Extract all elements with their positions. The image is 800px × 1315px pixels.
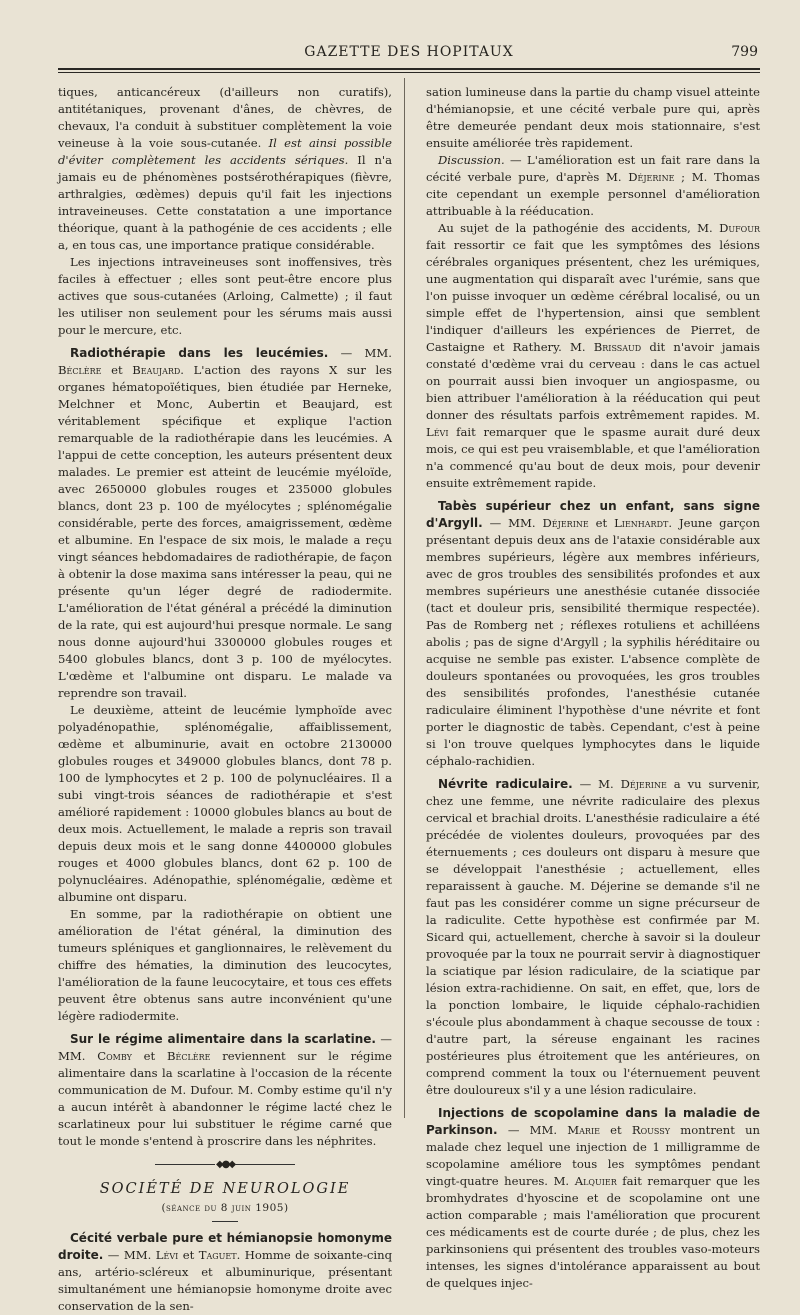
society-title: SOCIÉTÉ DE NEUROLOGIE bbox=[99, 1181, 351, 1197]
section-separator: ◆●◆ bbox=[58, 1156, 392, 1173]
section-nevrite: Névrite radiculaire. — M. Déjerine a vu survenir, chez une femme, une névrite radiculaire des plexus cervical et brachial droits. L'anesthésie radiculaire a été précédée de violentes douleurs, provoquées par des éternuements ; ces douleurs ont disparu à mesure que se développait l'anesthésie ; actuellement, elles reparaissent à gauche. M. Déjerine se demande s'il ne faut pas les considérer comme un signe précurseur de la radiculite. Cette hypothèse est confirmée par M. Sicard qui, actuellement, cherche à savoir si la douleur provoquée par la toux ne pourrait servir à diagnostiquer la sciatique par lésion radiculaire, de la sciatique par lésion extra-rachidienne. On sait, en effet, que, lors de la ponction lombaire, le liquide céphalo-rachidien s'écoule plus abondamment à chaque secousse de toux : d'autre part, la séreuse engainant les racines postérieures plus étroitement que les antérieures, on comprend comment la toux ou l'éternuement peuvent être douloureux s'il y a une lésion radiculaire. bbox=[426, 777, 761, 1097]
paragraph: Au sujet de la pathogénie des accidents, M. Dufour fait ressortir ce fait que les symptômes des lésions cérébrales organiques présentent, chez les urémiques, une augmentation qui disparaît avec l'urémie, sans que l'on puisse invoquer un œdème cérébral localisé, ou un simple effet de l'hypertension, ainsi que semblent l'indiquer d'ailleurs les expériences de Pierret, de Castaigne et Rathery. M. Brissaud dit n'avoir jamais constaté d'œdème vrai du cerveau : dans le cas actuel on pourrait aussi bien invoquer un angiospasme, ou bien attribuer l'amélioration à la rééducation qui peut donner des résultats parfois extrêmement rapides. M. Lévi fait remarquer que le spasme aurait duré deux mois, ce qui est peu vraisemblable, et que l'amélioration n'a commencé qu'au bout de deux mois, pour devenir ensuite extrêmement rapide. bbox=[426, 221, 760, 490]
section-radiotherapie: Radiothérapie dans les leucémies. — MM. Béclère et Beaujard. L'action des rayons X sur les organes hématopoïétiques, bien étudiée par Herneke, Melchner et Monc, Aubertin et Beaujard, est véritablement spécifique et explique l'action remarquable de la radiothérapie dans les leucémies. A l'appui de cette conception, les auteurs présentent deux malades. Le premier est atteint de leucémie myéloïde, avec 2650000 globules rouges et 235000 globules blancs, dont 23 p. 100 de myélocytes ; splénomégalie considérable, perte des forces, amaigrissement, œdème et albumine. En l'espace de six mois, le malade a reçu vingt séances hebdomadaires de radiothérapie, de façon à obtenir la dose maxima sans intéresser la peau, qui ne présente qu'un léger degré de radiodermite. L'amélioration de l'état général a précédé la diminution de la rate, qui est aujourd'hui presque normale. Le sang nous donne aujourd'hui 3300000 globules rouges et 5400 globules blancs, dont 3 p. 100 de myélocytes. L'œdème et l'albumine ont disparu. Le malade va reprendre son travail. bbox=[58, 346, 392, 700]
section-cecite: Cécité verbale pure et hémianopsie homonyme droite. — MM. Lévi et Taguet. Homme de soixante-cinq ans, artério-scléreux et albuminurique, présentant simultanément une hémianopsie homonyme droite avec conservation de la sen- bbox=[58, 1231, 393, 1313]
session-date: (séance du 8 juin 1905) bbox=[161, 1202, 289, 1214]
section-heading: Sur le régime alimentaire dans la scarlatine. bbox=[70, 1032, 376, 1046]
page-number: 799 bbox=[731, 44, 758, 60]
page-header bbox=[58, 44, 760, 68]
paragraph: En somme, par la radiothérapie on obtient une amélioration de l'état général, la diminution des tumeurs spléniques et ganglionnaires, le relèvement du chiffre des hématies, la diminution des leucocytes, l'amélioration de la faune leucocytaire, et tous ces effets peuvent être obtenus sans autre inconvénient qu'une légère radiodermite. bbox=[58, 907, 392, 1023]
right-column bbox=[426, 84, 760, 1292]
header-rule-thick bbox=[58, 68, 760, 70]
column-divider bbox=[404, 78, 405, 1118]
section-scopolamine: Injections de scopolamine dans la maladie de Parkinson. — MM. Marie et Roussy montrent un malade chez lequel une injection de 1 milligramme de scopolamine améliore tous les symptômes pendant vingt-quatre heures. M. Alquier fait remarquer que les bromhydrates d'hyoscine et de scopolamine ont une action comparable ; mais l'amélioration que procurent ces médicaments est de courte durée ; de plus, chez les parkinsoniens qui présentent des troubles vaso-moteurs intenses, les signes d'intolérance apparaissent au bout de quelques injec- bbox=[426, 1106, 761, 1290]
paragraph: sation lumineuse dans la partie du champ visuel atteinte d'hémianopsie, et une cécité verbale pure qui, après être demeurée pendant deux mois stationnaire, s'est ensuite améliorée très rapidement. bbox=[426, 85, 760, 150]
paragraph: Le deuxième, atteint de leucémie lymphoïde avec polyadénopathie, splénomégalie, affaiblissement, œdème et albuminurie, avait en octobre 2130000 globules rouges et 349000 globules blancs, dont 78 p. 100 de lymphocytes et 2 p. 100 de polynucléaires. Il a subi vingt-trois séances de radiothérapie et s'est amélioré rapidement : 10000 globules blancs au bout de deux mois. Actuellement, le malade a repris son travail depuis deux mois et le sang donne 4400000 globules rouges et 4000 globules blancs, dont 62 p. 100 de polynucléaires. Adénopathie, splénomégalie, œdème et albumine ont disparu. bbox=[58, 703, 392, 904]
paragraph: Les injections intraveineuses sont inoffensives, très faciles à effectuer ; elles sont peut-être encore plus actives que sous-cutanées (Arloing, Calmette) ; il faut les utiliser non seulement pour les sérums mais aussi pour le mercure, etc. bbox=[58, 255, 392, 337]
section-heading: Radiothérapie dans les leucémies. bbox=[70, 346, 329, 360]
section-heading: Cécité verbale pure et hémianopsie homonyme droite. bbox=[58, 1231, 392, 1262]
short-rule bbox=[212, 1221, 238, 1222]
left-column bbox=[58, 84, 392, 1315]
paragraph: tiques, anticancéreux (d'ailleurs non curatifs), antitétaniques, provenant d'ânes, de chèvres, de chevaux, l'a conduit à substituer complètement la voie veineuse à la voie sous-cutanée. Il est ainsi possible d'éviter complètement les accidents sériques. Il n'a jamais eu de phénomènes postsérothérapiques (fièvre, arthralgies, œdèmes) depuis qu'il fait les injections intraveineuses. Cette constatation a une importance théorique, quant à la pathogénie de ces accidents ; elle a, en tous cas, une importance pratique considérable. bbox=[58, 85, 393, 252]
discussion: Discussion. — L'amélioration est un fait rare dans la cécité verbale pure, d'après M. Déjerine ; M. Thomas cite cependant un exemple personnel d'amélioration attribuable à la rééducation. bbox=[426, 153, 761, 218]
section-heading: Tabès supérieur chez un enfant, sans signe d'Argyll. bbox=[426, 499, 760, 530]
header-rule-thin bbox=[58, 72, 760, 73]
section-heading: Injections de scopolamine dans la maladie de Parkinson. bbox=[426, 1106, 760, 1137]
section-heading: Névrite radiculaire. bbox=[438, 777, 573, 791]
running-title: GAZETTE DES HOPITAUX bbox=[304, 44, 514, 60]
section-scarlatine: Sur le régime alimentaire dans la scarlatine. — MM. Comby et Béclère reviennent sur le régime alimentaire dans la scarlatine à l'occasion de la récente communication de M. Dufour. M. Comby estime qu'il n'y a aucun intérêt à abandonner le régime lacté chez le scarlatineux pour lui substituer le régime carné que tout le monde s'entend à proscrire dans les néphrites. bbox=[58, 1032, 392, 1148]
section-tabes: Tabès supérieur chez un enfant, sans signe d'Argyll. — MM. Déjerine et Lienhardt. Jeune garçon présentant depuis deux ans de l'ataxie considérable aux membres supérieurs, légère aux membres inférieurs, avec de gros troubles des sensibilités profondes et aux membres supérieurs une anesthésie cutanée dissociée (tact et douleur pris, sensibilité thermique respectée). Pas de Romberg net ; réflexes rotuliens et achilléens abolis ; pas de signe d'Argyll ; la syphilis héréditaire ou acquise ne semble pas exister. L'absence complète de douleurs spontanées ou provoquées, les gros troubles des sensibilités profondes, l'anesthésie cutanée radiculaire éliminent l'hypothèse d'une névrite et font porter le diagnostic de tabès. Cependant, c'est à peine si l'on trouve quelques lymphocytes dans le liquide céphalo-rachidien. bbox=[426, 499, 760, 768]
